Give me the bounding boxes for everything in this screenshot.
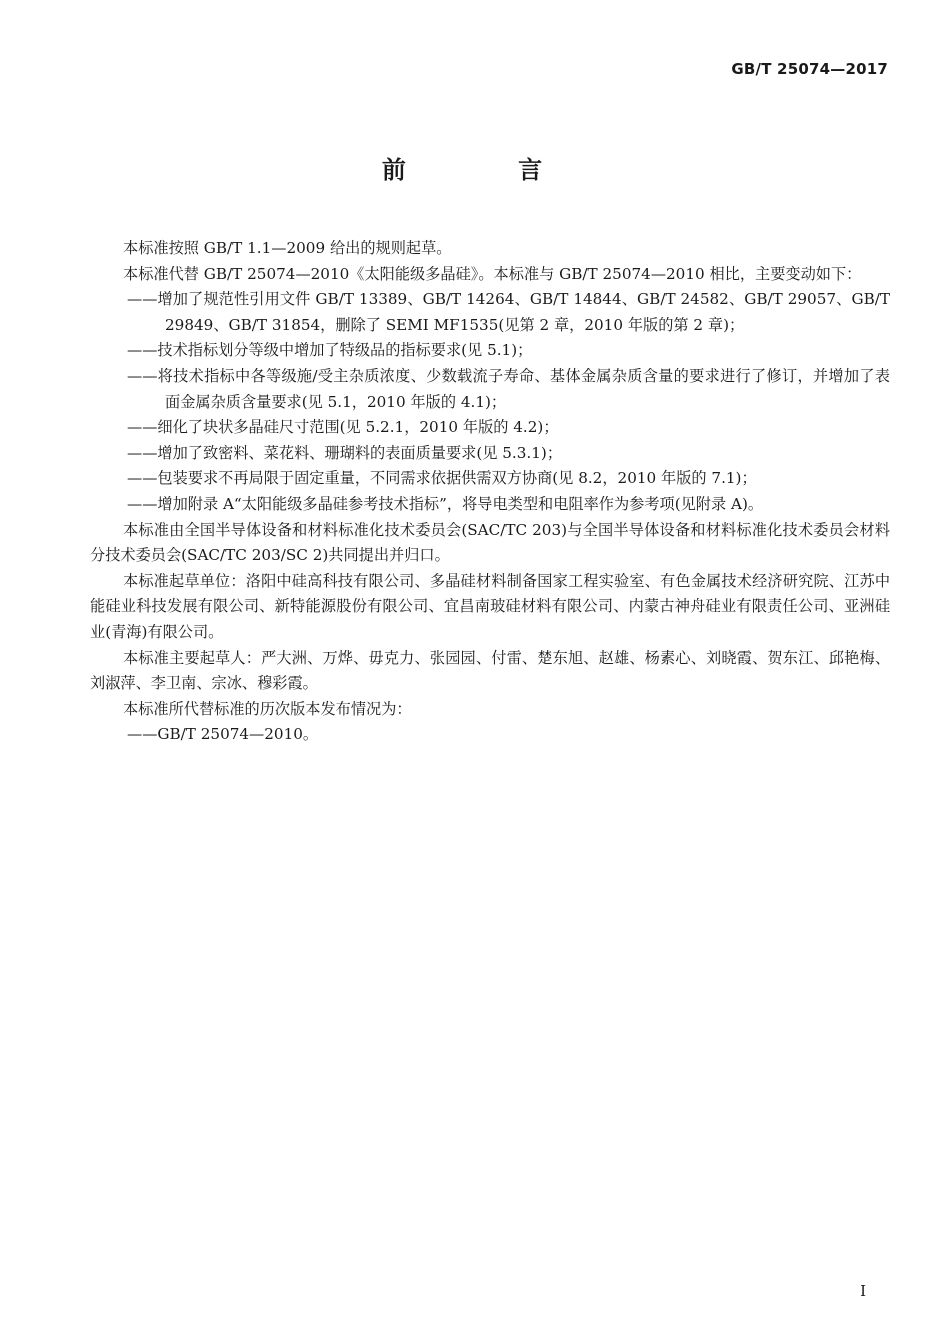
- standard-code-header: GB/T 25074—2017: [731, 60, 888, 78]
- paragraph-proposer: 本标准由全国半导体设备和材料标准化技术委员会(SAC/TC 203)与全国半导体设备和材料标准化技术委员会材料分技术委员会(SAC/TC 203/SC 2)共同提出并归口。: [90, 520, 890, 565]
- change-item: ——增加了致密料、菜花料、珊瑚料的表面质量要求(见 5.3.1)；: [127, 443, 563, 462]
- page-title: 前 言: [381, 156, 595, 184]
- paragraph-replacement: 本标准代替 GB/T 25074—2010《太阳能级多晶硅》。本标准与 GB/T 25074—2010 相比，主要变动如下：: [123, 264, 862, 283]
- change-item: ——将技术指标中各等级施/受主杂质浓度、少数载流子寿命、基体金属杂质含量的要求进行了修订，并增加了表面金属杂质含量要求(见 5.1，2010 年版的 4.1)；: [127, 366, 890, 411]
- paragraph-drafting-units: 本标准起草单位：洛阳中硅高科技有限公司、多晶硅材料制备国家工程实验室、有色金属技术经济研究院、江苏中能硅业科技发展有限公司、新特能源股份有限公司、宜昌南玻硅材料有限公司、内蒙古神舟硅业有限责任公司、亚洲硅业(青海)有限公司。: [90, 571, 890, 641]
- paragraph-drafters: 本标准主要起草人：严大洲、万烨、毋克力、张园园、付雷、楚东旭、赵雄、杨素心、刘晓霞、贺东江、邱艳梅、刘淑萍、李卫南、宗冰、穆彩霞。: [90, 648, 890, 693]
- change-item: ——增加附录 A“太阳能级多晶硅参考技术指标”，将导电类型和电阻率作为参考项(见附录 A)。: [127, 494, 764, 513]
- change-item: ——包装要求不再局限于固定重量，不同需求依据供需双方协商(见 8.2，2010 年版的 7.1)；: [127, 469, 757, 488]
- history-item: ——GB/T 25074—2010。: [127, 725, 319, 744]
- paragraph-drafting-rules: 本标准按照 GB/T 1.1—2009 给出的规则起草。: [123, 239, 452, 257]
- foreword-body: [90, 236, 890, 748]
- change-item: ——增加了规范性引用文件 GB/T 13389、GB/T 14264、GB/T 14844、GB/T 24582、GB/T 29057、GB/T 29849、GB/T 31854，删除了 SEMI MF1535(见第 2 章，2010 年版的第 2 章)；: [127, 290, 890, 334]
- change-item: ——技术指标划分等级中增加了特级品的指标要求(见 5.1)；: [127, 341, 533, 360]
- paragraph-history: 本标准所代替标准的历次版本发布情况为：: [123, 699, 412, 718]
- page-number: I: [860, 1282, 866, 1300]
- change-item: ——细化了块状多晶硅尺寸范围(见 5.2.1，2010 年版的 4.2)；: [127, 418, 559, 437]
